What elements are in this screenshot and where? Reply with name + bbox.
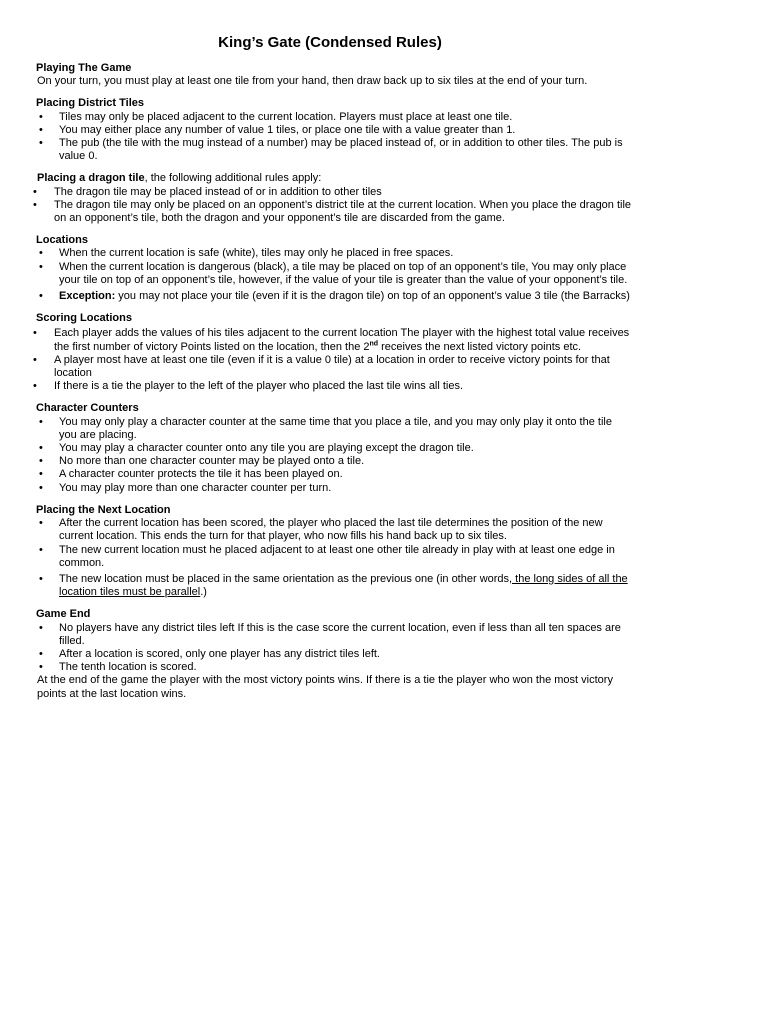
section-heading-rest: , the following additional rules apply: xyxy=(144,172,322,185)
section-character-counters xyxy=(36,402,632,494)
list-item-exception xyxy=(36,290,632,303)
list-item xyxy=(36,416,632,442)
bullet-icon: • xyxy=(39,455,43,468)
bullet-icon: • xyxy=(39,468,43,481)
list-item-text: The tenth location is scored. xyxy=(59,661,197,674)
list-item-text: A player most have at least one tile (even if it is a value 0 tile) at a location in order to receive victory points for that location xyxy=(54,353,610,380)
bullet-list xyxy=(36,111,632,164)
list-item-text-b: .) xyxy=(200,586,207,599)
bullet-icon: • xyxy=(39,661,43,674)
section-heading-bold: Placing a dragon tile xyxy=(37,172,145,185)
section-playing-the-game xyxy=(36,62,632,88)
bullet-list xyxy=(36,247,632,303)
bullet-icon: • xyxy=(33,327,37,340)
list-item-text: The dragon tile may be placed instead of or in addition to other tiles xyxy=(54,185,382,198)
list-item xyxy=(36,442,632,455)
bullet-icon: • xyxy=(39,517,43,530)
bullet-icon: • xyxy=(39,123,43,136)
list-item xyxy=(33,327,632,353)
list-item xyxy=(36,517,632,543)
bullet-icon: • xyxy=(39,543,43,556)
section-heading: Playing The Game xyxy=(36,62,132,74)
section-locations xyxy=(36,234,632,303)
section-heading: Scoring Locations xyxy=(36,312,132,325)
list-item-text: The pub (the tile with the mug instead of a number) may be placed instead of, or in addition to other tiles. The pub is value 0. xyxy=(59,137,623,163)
section-placing-district-tiles xyxy=(36,97,632,163)
section-game-end xyxy=(36,608,632,700)
list-item xyxy=(36,622,632,648)
list-item xyxy=(36,124,632,137)
bullet-icon: • xyxy=(39,572,43,585)
list-item xyxy=(36,111,632,124)
bullet-icon: • xyxy=(39,260,43,273)
bullet-list xyxy=(36,622,632,675)
list-item-text: After the current location has been scored, the player who placed the last tile determines the position of the new current location. This ends the turn for that player, who now fills his hand back up to six tiles. xyxy=(59,517,603,543)
list-item xyxy=(36,482,632,495)
list-item xyxy=(33,353,632,380)
section-heading: Game End xyxy=(36,608,91,621)
list-item xyxy=(33,185,632,199)
list-item xyxy=(33,198,632,225)
bullet-icon: • xyxy=(33,353,37,366)
list-item xyxy=(36,137,632,163)
bullet-icon: • xyxy=(39,647,43,660)
list-item-text: If there is a tie the player to the left of the player who placed the last tile wins all ties. xyxy=(54,380,464,393)
list-item xyxy=(36,261,632,287)
list-item-text-a: The new location must be placed in the same orientation as the previous one (in other words xyxy=(59,572,510,585)
underlined-text: , the long sides of all the location tiles must be parallel xyxy=(59,572,628,599)
list-item xyxy=(36,648,632,661)
bullet-icon: • xyxy=(39,481,43,494)
bullet-list xyxy=(33,327,632,393)
list-item xyxy=(36,573,632,599)
list-item-text: The new current location must he placed adjacent to at least one other tile already in play with at least one edge in common. xyxy=(59,543,615,569)
section-heading: Placing District Tiles xyxy=(36,97,145,110)
section-scoring-locations xyxy=(33,312,632,393)
section-placing-next-location xyxy=(36,504,632,599)
section-heading: Character Counters xyxy=(36,402,139,415)
bullet-icon: • xyxy=(39,137,43,150)
section-heading xyxy=(36,172,632,185)
bullet-list xyxy=(33,185,632,226)
bullet-icon: • xyxy=(33,198,37,211)
exception-label: Exception: xyxy=(59,290,116,303)
exception-text: you may not place your tile (even if it is the dragon tile) on top of an opponent’s value 3 tile (the Barracks) xyxy=(115,290,630,303)
bullet-icon: • xyxy=(33,185,37,198)
superscript-nd: nd xyxy=(369,340,379,347)
list-item xyxy=(36,544,632,570)
list-item-text: No players have any district tiles left If this is the case score the current location, even if less than all ten spaces are filled. xyxy=(59,621,621,647)
list-item-text: Tiles may only be placed adjacent to the current location. Players must place at least one tile. xyxy=(59,110,513,123)
bullet-icon: • xyxy=(39,415,43,428)
list-item xyxy=(36,455,632,468)
list-item-text-a: Each player adds the values of his tiles adjacent to the current location The player with the highest total value receives the first number of victory Points listed on the location, then the 2 xyxy=(54,327,630,353)
list-item-text: A character counter protects the tile it has been played on. xyxy=(59,468,343,481)
list-item-text-b: receives the next listed victory points etc. xyxy=(378,340,582,353)
list-item xyxy=(36,661,632,674)
section-heading: Placing the Next Location xyxy=(36,503,171,516)
list-item xyxy=(33,380,632,393)
list-item-text: After a location is scored, only one player has any district tiles left. xyxy=(59,647,380,660)
bullet-icon: • xyxy=(39,621,43,634)
list-item-text: You may only play a character counter at the same time that you place a tile, and you may only play it onto the tile you are placing. xyxy=(59,415,612,441)
bullet-icon: • xyxy=(33,380,37,393)
page-title: King’s Gate (Condensed Rules) xyxy=(218,34,442,51)
section-placing-dragon-tile xyxy=(33,172,632,225)
list-item xyxy=(36,247,632,260)
list-item-text: You may play a character counter onto any tile you are playing except the dragon tile. xyxy=(59,442,474,455)
bullet-icon: • xyxy=(39,247,43,260)
bullet-icon: • xyxy=(39,110,43,123)
rules-body xyxy=(33,62,632,710)
list-item-text: No more than one character counter may be played onto a tile. xyxy=(59,455,365,468)
list-item-text: When the current location is dangerous (black), a tile may be placed on top of an opponent’s tile, You may only place your tile on top of an opponent’s tile, however, if the value of your tile is greater than the value of your opponent’s tile. xyxy=(59,260,628,286)
bullet-list xyxy=(36,517,632,599)
section-heading: Locations xyxy=(36,234,88,247)
list-item-text: The dragon tile may only be placed on an opponent’s district tile at the current location. When you place the dragon tile on an opponent’s tile, both the dragon and your opponent’s tile are discarded from the game. xyxy=(54,198,632,225)
list-item-text: You may either place any number of value 1 tiles, or place one tile with a value greater than 1. xyxy=(59,123,516,136)
list-item-text: You may play more than one character counter per turn. xyxy=(59,481,332,494)
bullet-list xyxy=(36,416,632,495)
bullet-icon: • xyxy=(39,290,43,303)
bullet-icon: • xyxy=(39,442,43,455)
closing-paragraph: At the end of the game the player with the most victory points wins. If there is a tie the player who won the most victory points at the last location wins. xyxy=(37,674,613,700)
list-item xyxy=(36,468,632,481)
section-text: On your turn, you must play at least one tile from your hand, then draw back up to six tiles at the end of your turn. xyxy=(37,75,588,88)
list-item-text: When the current location is safe (white), tiles may only he placed in free spaces. xyxy=(59,247,454,260)
